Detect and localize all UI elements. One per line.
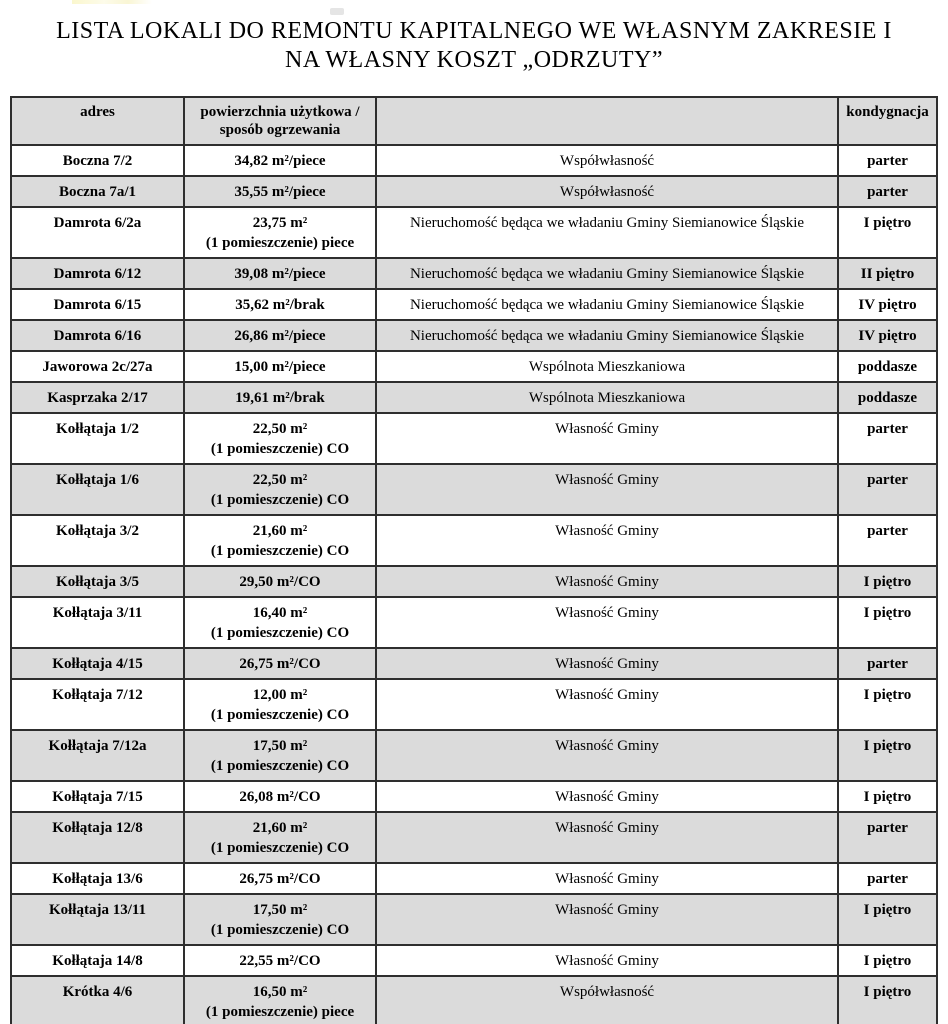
area-line-1: 12,00 m²	[252, 687, 308, 703]
cell-ownership: Wspólnota Mieszkaniowa	[376, 351, 838, 382]
table-row	[11, 351, 937, 382]
area-line-1: 16,40 m²	[252, 605, 308, 621]
cell-ownership: Nieruchomość będąca we władaniu Gminy Siemianowice Śląskie	[376, 320, 838, 351]
cell-ownership: Współwłasność	[376, 145, 838, 176]
cell-area	[184, 207, 376, 258]
cell-area	[184, 145, 376, 176]
area-line-1: 35,55 m²/piece	[234, 184, 326, 200]
table-row	[11, 945, 937, 976]
table-row	[11, 566, 937, 597]
table-row	[11, 812, 937, 863]
table-row	[11, 320, 937, 351]
cell-floor: poddasze	[838, 382, 937, 413]
cell-floor: parter	[838, 863, 937, 894]
cell-floor: poddasze	[838, 351, 937, 382]
cell-address: Kołłątaja 13/6	[11, 863, 184, 894]
cell-address: Kasprzaka 2/17	[11, 382, 184, 413]
page-title-line2: NA WŁASNY KOSZT „ODRZUTY”	[284, 47, 664, 73]
cell-ownership: Własność Gminy	[376, 597, 838, 648]
area-line-2: (1 pomieszczenie) CO	[210, 492, 350, 508]
table-row	[11, 597, 937, 648]
cell-floor: I piętro	[838, 730, 937, 781]
table-row	[11, 515, 937, 566]
cell-area	[184, 566, 376, 597]
table-row	[11, 258, 937, 289]
table-row	[11, 382, 937, 413]
area-line-1: 22,50 m²	[252, 421, 308, 437]
area-line-2: (1 pomieszczenie) CO	[210, 625, 350, 641]
cell-address: Damrota 6/2a	[11, 207, 184, 258]
cell-address: Damrota 6/12	[11, 258, 184, 289]
cell-floor: I piętro	[838, 597, 937, 648]
premises-table	[10, 96, 938, 1024]
cell-floor: parter	[838, 812, 937, 863]
cell-area	[184, 894, 376, 945]
area-line-1: 26,08 m²/CO	[239, 789, 321, 805]
table-row	[11, 648, 937, 679]
cell-address: Kołłątaja 3/11	[11, 597, 184, 648]
table-row	[11, 207, 937, 258]
area-line-1: 23,75 m²	[252, 215, 308, 231]
cell-address: Kołłątaja 7/15	[11, 781, 184, 812]
area-line-2: (1 pomieszczenie) CO	[210, 840, 350, 856]
cell-ownership: Własność Gminy	[376, 566, 838, 597]
cell-ownership: Własność Gminy	[376, 730, 838, 781]
area-line-2: (1 pomieszczenie) CO	[210, 707, 350, 723]
cell-ownership: Współwłasność	[376, 176, 838, 207]
area-line-1: 22,55 m²/CO	[239, 953, 321, 969]
col-header-floor: kondygnacja	[838, 97, 937, 145]
area-line-2: (1 pomieszczenie) piece	[205, 1004, 355, 1020]
page-title	[14, 17, 934, 75]
col-header-address: adres	[11, 97, 184, 145]
cell-floor: parter	[838, 515, 937, 566]
cell-address: Kołłątaja 3/2	[11, 515, 184, 566]
cell-ownership: Nieruchomość będąca we władaniu Gminy Siemianowice Śląskie	[376, 289, 838, 320]
table-row	[11, 781, 937, 812]
area-line-1: 26,86 m²/piece	[234, 328, 326, 344]
cell-address: Kołłątaja 1/2	[11, 413, 184, 464]
cell-address: Damrota 6/16	[11, 320, 184, 351]
cell-address: Krótka 4/6	[11, 976, 184, 1024]
cell-ownership: Własność Gminy	[376, 812, 838, 863]
cell-floor: I piętro	[838, 781, 937, 812]
cell-ownership: Własność Gminy	[376, 413, 838, 464]
cell-floor: I piętro	[838, 976, 937, 1024]
cell-ownership: Własność Gminy	[376, 679, 838, 730]
area-line-1: 35,62 m²/brak	[235, 297, 325, 313]
cell-area	[184, 413, 376, 464]
cell-ownership: Nieruchomość będąca we władaniu Gminy Siemianowice Śląskie	[376, 258, 838, 289]
cell-floor: I piętro	[838, 894, 937, 945]
table-row	[11, 894, 937, 945]
page-title-line1: LISTA LOKALI DO REMONTU KAPITALNEGO WE WŁASNYM ZAKRESIE I	[56, 18, 892, 44]
cell-ownership: Własność Gminy	[376, 863, 838, 894]
area-line-2: (1 pomieszczenie) CO	[210, 922, 350, 938]
table-row	[11, 145, 937, 176]
cell-area	[184, 464, 376, 515]
area-line-2: (1 pomieszczenie) CO	[210, 543, 350, 559]
cell-address: Kołłątaja 7/12	[11, 679, 184, 730]
cell-address: Kołłątaja 1/6	[11, 464, 184, 515]
cell-area	[184, 382, 376, 413]
cell-floor: parter	[838, 145, 937, 176]
col-header-area: powierzchnia użytkowa / sposób ogrzewania	[184, 97, 376, 145]
cell-area	[184, 730, 376, 781]
cell-address: Boczna 7a/1	[11, 176, 184, 207]
cell-ownership: Własność Gminy	[376, 464, 838, 515]
table-row	[11, 730, 937, 781]
scan-logo-remnant	[72, 0, 152, 4]
cell-floor: IV piętro	[838, 289, 937, 320]
area-line-1: 21,60 m²	[252, 523, 308, 539]
cell-floor: IV piętro	[838, 320, 937, 351]
area-line-2: (1 pomieszczenie) CO	[210, 441, 350, 457]
area-line-1: 26,75 m²/CO	[239, 871, 321, 887]
cell-floor: parter	[838, 464, 937, 515]
table-row	[11, 176, 937, 207]
cell-ownership: Własność Gminy	[376, 515, 838, 566]
cell-area	[184, 976, 376, 1024]
cell-address: Kołłątaja 12/8	[11, 812, 184, 863]
area-line-1: 21,60 m²	[252, 820, 308, 836]
area-line-1: 39,08 m²/piece	[234, 266, 326, 282]
cell-floor: parter	[838, 413, 937, 464]
area-line-1: 29,50 m²/CO	[239, 574, 321, 590]
cell-ownership: Nieruchomość będąca we władaniu Gminy Siemianowice Śląskie	[376, 207, 838, 258]
cell-floor: I piętro	[838, 566, 937, 597]
cell-floor: I piętro	[838, 679, 937, 730]
table-body	[11, 145, 937, 1024]
area-line-1: 16,50 m²	[252, 984, 308, 1000]
cell-address: Kołłątaja 3/5	[11, 566, 184, 597]
scan-artifact	[330, 8, 344, 15]
cell-area	[184, 781, 376, 812]
cell-floor: I piętro	[838, 207, 937, 258]
table-row	[11, 413, 937, 464]
cell-area	[184, 289, 376, 320]
table-row	[11, 289, 937, 320]
cell-floor: II piętro	[838, 258, 937, 289]
area-line-1: 17,50 m²	[252, 902, 308, 918]
area-line-1: 19,61 m²/brak	[235, 390, 325, 406]
cell-area	[184, 679, 376, 730]
area-line-2: (1 pomieszczenie) piece	[205, 235, 355, 251]
cell-ownership: Własność Gminy	[376, 648, 838, 679]
cell-address: Kołłątaja 7/12a	[11, 730, 184, 781]
area-line-1: 34,82 m²/piece	[234, 153, 326, 169]
cell-area	[184, 597, 376, 648]
cell-floor: parter	[838, 648, 937, 679]
cell-address: Kołłątaja 14/8	[11, 945, 184, 976]
cell-area	[184, 176, 376, 207]
cell-address: Jaworowa 2c/27a	[11, 351, 184, 382]
area-line-1: 22,50 m²	[252, 472, 308, 488]
cell-ownership: Własność Gminy	[376, 894, 838, 945]
area-line-1: 15,00 m²/piece	[234, 359, 326, 375]
cell-floor: I piętro	[838, 945, 937, 976]
cell-floor: parter	[838, 176, 937, 207]
col-header-ownership	[376, 97, 838, 145]
cell-area	[184, 863, 376, 894]
cell-area	[184, 258, 376, 289]
table-header-row	[11, 97, 937, 145]
cell-area	[184, 648, 376, 679]
cell-address: Damrota 6/15	[11, 289, 184, 320]
cell-area	[184, 945, 376, 976]
cell-ownership: Wspólnota Mieszkaniowa	[376, 382, 838, 413]
table-row	[11, 863, 937, 894]
table-row	[11, 976, 937, 1024]
cell-address: Kołłątaja 4/15	[11, 648, 184, 679]
cell-area	[184, 320, 376, 351]
area-line-1: 17,50 m²	[252, 738, 308, 754]
cell-ownership: Własność Gminy	[376, 945, 838, 976]
cell-address: Kołłątaja 13/11	[11, 894, 184, 945]
table-row	[11, 679, 937, 730]
table-row	[11, 464, 937, 515]
cell-area	[184, 812, 376, 863]
cell-ownership: Współwłasność	[376, 976, 838, 1024]
cell-area	[184, 351, 376, 382]
cell-area	[184, 515, 376, 566]
cell-ownership: Własność Gminy	[376, 781, 838, 812]
area-line-1: 26,75 m²/CO	[239, 656, 321, 672]
cell-address: Boczna 7/2	[11, 145, 184, 176]
area-line-2: (1 pomieszczenie) CO	[210, 758, 350, 774]
